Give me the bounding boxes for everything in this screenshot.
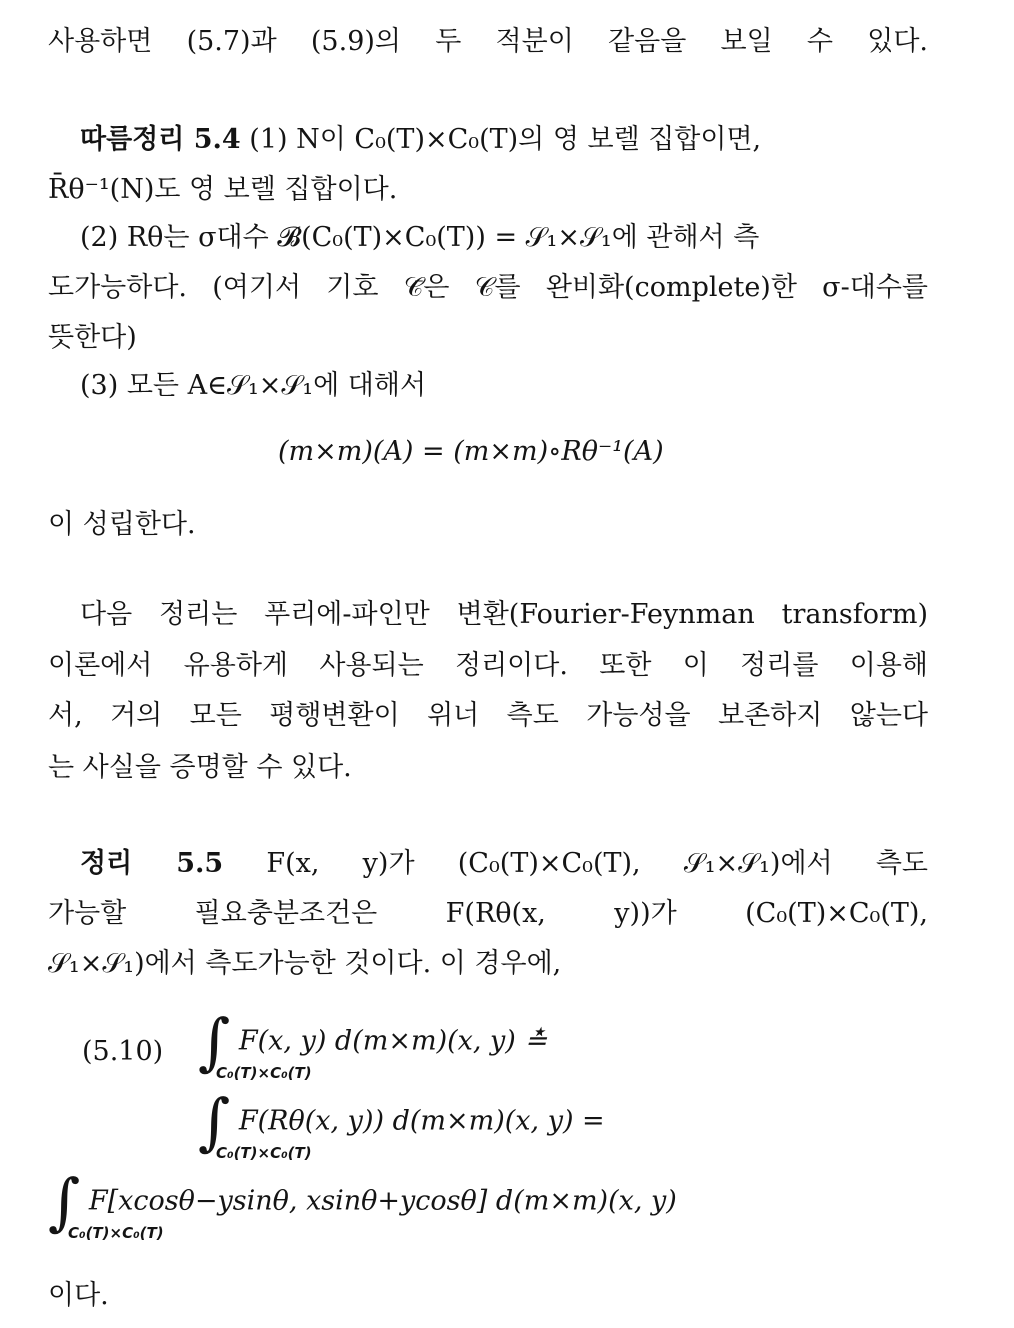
text-line-12: 서, 거의 모든 평행변환이 위너 측도 가능성을 보존하지 않는다	[48, 700, 928, 731]
corollary-part-1: (1) N이 C₀(T)×C₀(T)의 영 보렐 집합이면,	[249, 124, 762, 155]
corollary-5-4-line	[80, 120, 761, 160]
text-line-6: 뜻한다)	[48, 322, 137, 353]
corollary-label: 따름정리 5.4	[80, 124, 241, 155]
theorem-5-5-line	[80, 844, 928, 884]
theorem-statement-1: F(x, y)가 (C₀(T)×C₀(T), 𝒮₁×𝒮₁)에서 측도	[266, 848, 928, 879]
text-line-11: 이론에서 유용하게 사용되는 정리이다. 또한 이 정리를 이용해	[48, 650, 928, 681]
text-line-16: 𝒮₁×𝒮₁)에서 측도가능한 것이다. 이 경우에,	[48, 948, 562, 979]
integral-2-domain: C₀(T)×C₀(T)	[216, 1144, 312, 1162]
integrand-2: F(Rθ(x, y)) d(m×m)(x, y) =	[238, 1105, 605, 1137]
corollary-part-2: (2) Rθ는 σ대수 𝓑(C₀(T)×C₀(T)) = 𝒮₁×𝒮₁에 관해서 측	[80, 222, 760, 253]
text-line-9: 이 성립한다.	[48, 509, 196, 540]
theorem-label: 정리 5.5	[80, 848, 224, 879]
integral-sign-icon: ∫	[198, 1005, 231, 1078]
integrand-1: F(x, y) d(m×m)(x, y) ≛	[238, 1025, 548, 1057]
text-line-20: 이다.	[48, 1280, 109, 1311]
integrand-3: F[xcosθ−ysinθ, xsinθ+ycosθ] d(m×m)(x, y)	[88, 1185, 677, 1217]
text-line-3: R̄θ⁻¹(N)도 영 보렐 집합이다.	[48, 174, 398, 205]
corollary-part-3: (3) 모든 A∈𝒮₁×𝒮₁에 대해서	[80, 370, 427, 401]
display-equation: (m×m)(A) = (m×m)∘Rθ⁻¹(A)	[278, 436, 664, 467]
text-line-1: 사용하면 (5.7)과 (5.9)의 두 적분이 같음을 보일 수 있다.	[48, 26, 928, 57]
integral-sign-icon: ∫	[198, 1085, 231, 1158]
integral-sign-icon: ∫	[48, 1165, 81, 1238]
document-page	[48, 0, 928, 1328]
text-line-15: 가능할 필요충분조건은 F(Rθ(x, y))가 (C₀(T)×C₀(T),	[48, 898, 928, 929]
equation-label: (5.10)	[82, 1036, 164, 1067]
integral-3-domain: C₀(T)×C₀(T)	[68, 1224, 164, 1242]
integral-1-domain: C₀(T)×C₀(T)	[216, 1064, 312, 1082]
text-line-5: 도가능하다. (여기서 기호 𝒞̄은 𝒞를 완비화(complete)한 σ-대수를	[48, 272, 928, 303]
text-line-10: 다음 정리는 푸리에-파인만 변환(Fourier-Feynman transform)	[80, 599, 928, 630]
text-line-13: 는 사실을 증명할 수 있다.	[48, 752, 352, 783]
